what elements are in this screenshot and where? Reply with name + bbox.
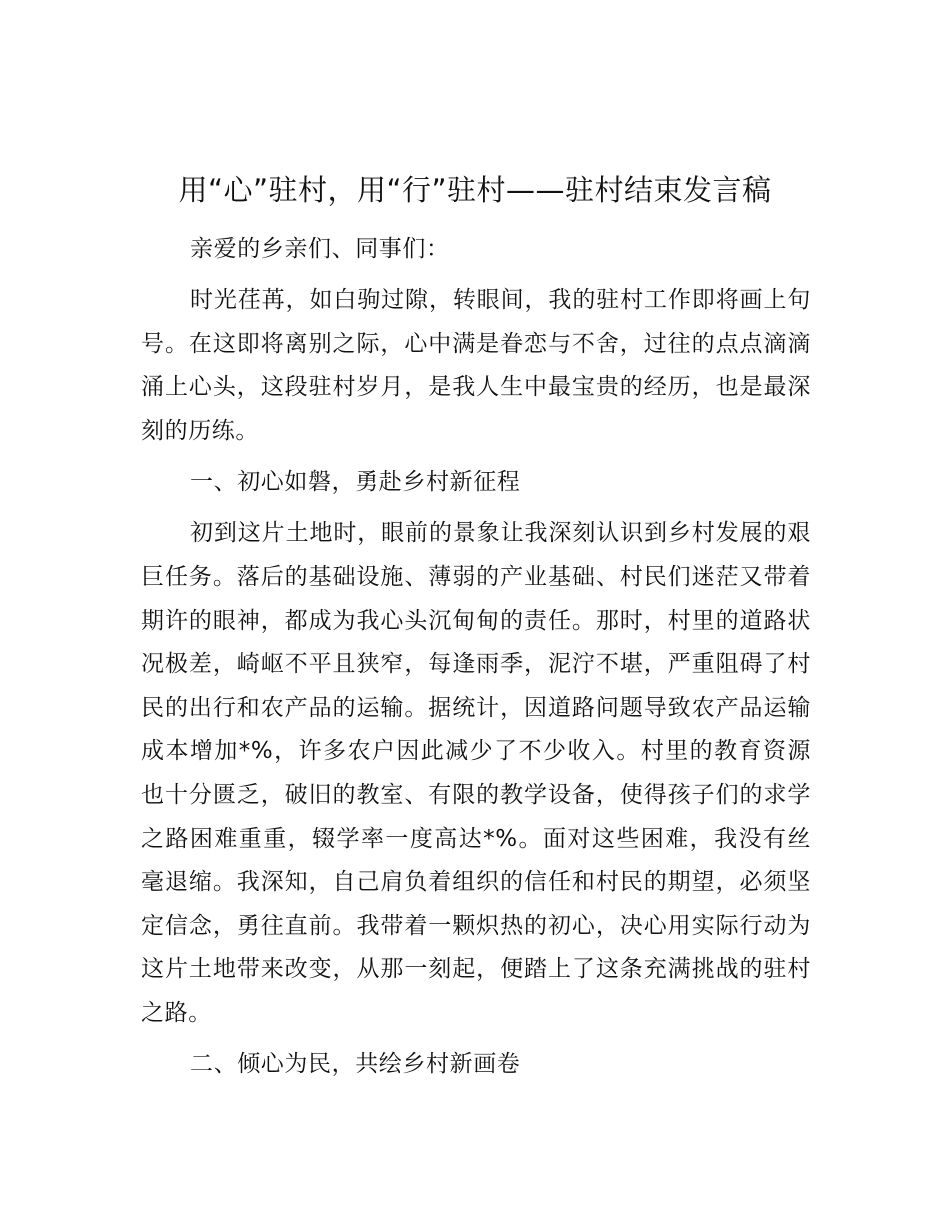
paragraph-section-1: 初到这片土地时，眼前的景象让我深刻认识到乡村发展的艰巨任务。落后的基础设施、薄弱的产业基础、村民们迷茫又带着期许的眼神，都成为我心头沉甸甸的责任。那时，村里的道路状况极差，崎岖不平且狭窄，每逢雨季，泥泞不堪，严重阻碍了村民的出行和农产品的运输。据统计，因道路问题导致农产品运输成本增加*%，许多农户因此减少了不少收入。村里的教育资源也十分匮乏，破旧的教室、有限的教学设备，使得孩子们的求学之路困难重重，辍学率一度高达*%。面对这些困难，我没有丝毫退缩。我深知，自己肩负着组织的信任和村民的期望，必须坚定信念，勇往直前。我带着一颗炽热的初心，决心用实际行动为这片土地带来改变，从那一刻起，便踏上了这条充满挑战的驻村之路。 (141, 520, 811, 1026)
document-title: 用“心”驻村，用“行”驻村——驻村结束发言稿 (178, 173, 772, 207)
paragraph-intro: 时光荏苒，如白驹过隙，转眼间，我的驻村工作即将画上句号。在这即将离别之际，心中满是眷恋与不舍，过往的点点滴滴涌上心头，这段驻村岁月，是我人生中最宝贵的经历，也是最深刻的历练。 (141, 287, 811, 444)
section-heading-2: 二、倾心为民，共绘乡村新画卷 (190, 1051, 521, 1078)
greeting: 亲爱的乡亲们、同事们： (190, 236, 450, 262)
section-heading-1: 一、初心如磐，勇赴乡村新征程 (190, 469, 521, 496)
document-body (141, 228, 811, 1094)
